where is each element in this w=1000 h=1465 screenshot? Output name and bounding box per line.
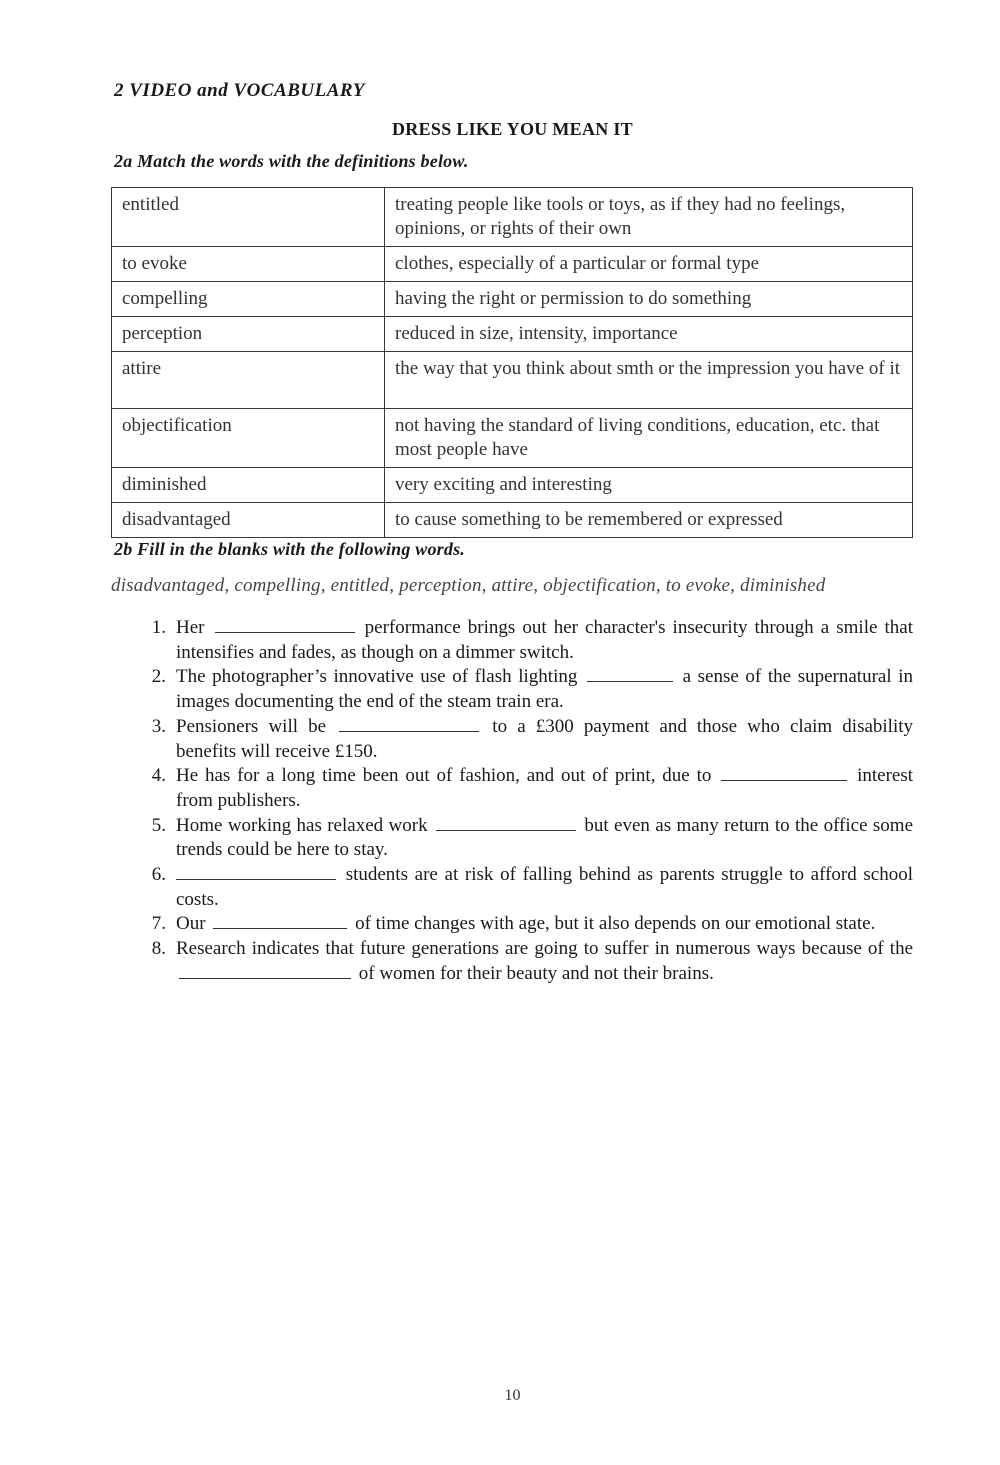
sentence-text-before: He has for a long time been out of fashion, and out of print, due to [176, 765, 712, 787]
page-number: 10 [504, 1387, 521, 1404]
definition-cell: to cause something to be remembered or expressed [385, 503, 913, 538]
sentence-text-after: but even as many return to the office some trends could be here to stay. [176, 814, 914, 861]
sentence-text-after: students are at risk of falling behind as parents struggle to afford school costs. [176, 864, 914, 910]
answer-blank[interactable] [179, 962, 351, 979]
sentence-text-before: Our [176, 913, 206, 935]
word-cell: diminished [112, 468, 385, 503]
item-number: 2. [151, 666, 166, 688]
table-row [112, 503, 913, 538]
table-row [112, 352, 913, 409]
sentence-text-after: to a £300 payment and those who claim disability benefits will receive £150. [176, 715, 914, 762]
answer-blank[interactable] [587, 665, 673, 682]
answer-blank[interactable] [721, 764, 847, 781]
table-row [112, 409, 913, 468]
word-bank: disadvantaged, compelling, entitled, perception, attire, objectification, to evoke, diminished [111, 575, 826, 596]
answer-blank[interactable] [176, 863, 336, 880]
definition-cell: clothes, especially of a particular or formal type [385, 247, 913, 282]
sentence-text-after: interest from publishers. [176, 765, 914, 811]
list-item [151, 764, 914, 813]
section-heading: 2 VIDEO and VOCABULARY [114, 80, 365, 101]
sentence-list [151, 616, 914, 987]
list-item [151, 715, 914, 764]
word-cell: compelling [112, 282, 385, 317]
definition-cell: having the right or permission to do something [385, 282, 913, 317]
definition-cell: reduced in size, intensity, importance [385, 317, 913, 352]
sentence-text-after: of women for their beauty and not their brains. [358, 962, 714, 984]
definition-cell: not having the standard of living conditions, education, etc. that most people have [385, 409, 913, 468]
list-item [151, 665, 914, 714]
item-number: 3. [151, 715, 166, 737]
list-item [151, 814, 914, 863]
answer-blank[interactable] [213, 912, 347, 929]
sentence-text-before: Pensioners will be [176, 715, 327, 737]
item-number: 5. [151, 814, 166, 836]
sentence-text-before: Home working has relaxed work [176, 814, 428, 836]
sentence-text-after: a sense of the supernatural in images documenting the end of the steam train era. [176, 666, 914, 713]
word-cell: disadvantaged [112, 503, 385, 538]
word-cell: entitled [112, 188, 385, 247]
sentence-text-before: Research indicates that future generations are going to suffer in numerous ways because of the [176, 938, 913, 960]
list-item [151, 863, 914, 912]
word-cell: to evoke [112, 247, 385, 282]
item-number: 8. [151, 938, 166, 960]
answer-blank[interactable] [215, 616, 355, 633]
sentence-text-before: Her [176, 617, 205, 638]
page-title: DRESS LIKE YOU MEAN IT [392, 119, 633, 139]
sentence-text-before: The photographer’s innovative use of flash lighting [176, 666, 578, 688]
list-item [151, 937, 913, 986]
word-cell: objectification [112, 409, 385, 468]
table-row [112, 282, 913, 317]
answer-blank[interactable] [436, 814, 576, 831]
word-cell: attire [112, 352, 385, 409]
answer-blank[interactable] [339, 715, 479, 732]
definition-cell: very exciting and interesting [385, 468, 913, 503]
exercise-2a-instruction: 2a Match the words with the definitions below. [114, 151, 469, 171]
word-cell: perception [112, 317, 385, 352]
definition-cell: the way that you think about smth or the impression you have of it [385, 352, 913, 409]
table-row [112, 468, 913, 503]
exercise-2b-instruction: 2b Fill in the blanks with the following words. [114, 539, 465, 559]
vocabulary-table [111, 187, 913, 538]
list-item [151, 912, 913, 937]
table-row [112, 188, 913, 247]
item-number: 4. [151, 765, 166, 787]
item-number: 1. [151, 617, 166, 638]
item-number: 7. [151, 913, 166, 935]
list-item [151, 616, 914, 665]
sentence-text-after: performance brings out her character's insecurity through a smile that intensifies and fades, as though on a dimmer switch. [176, 617, 914, 663]
sentence-text-after: of time changes with age, but it also depends on our emotional state. [355, 913, 876, 935]
table-row [112, 317, 913, 352]
table-row [112, 247, 913, 282]
definition-cell: treating people like tools or toys, as if they had no feelings, opinions, or rights of their own [385, 188, 913, 247]
item-number: 6. [151, 864, 166, 886]
